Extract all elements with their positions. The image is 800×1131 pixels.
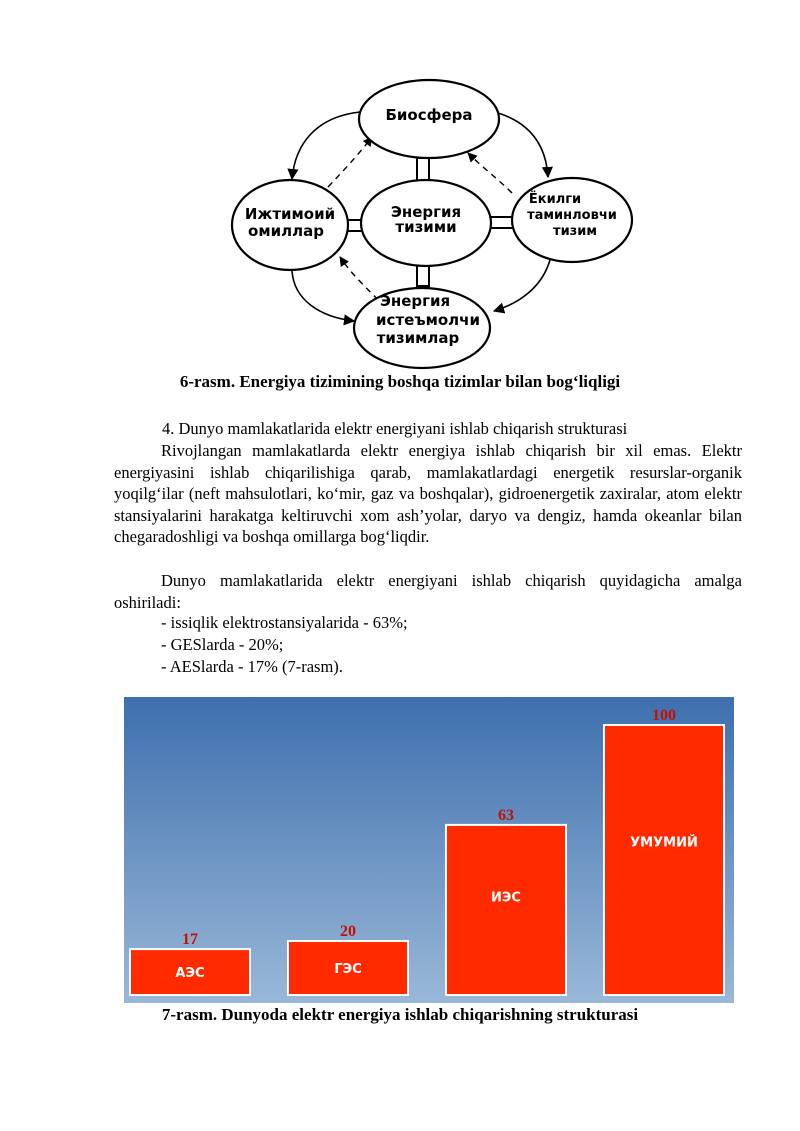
link-right	[490, 217, 514, 228]
energy-label-2: тизими	[395, 218, 457, 236]
arrow-supply-to-consumer	[494, 260, 550, 311]
bar-3	[446, 825, 566, 995]
category-label-4: УМУМИЙ	[630, 835, 698, 851]
paragraph-1: Rivojlangan mamlakatlarda elektr energiya ishlab chiqarish bir xil emas. Elektr energiyasini ishlab chiqarilishiga qarab, mamlakatlardagi energetik resurslar-organik yoqilg‘ilar (neft mahsulotlari, ko‘mir, gaz va boshqalar), gidroenergetik zaxiralar, atom elektr stansiyalarini harakatga keltiruvchi xom ash’yolar, daryo va dengiz, hamda okeanlar bilan chegaradoshligi va boshqa omillarga bog‘liqdir.	[114, 441, 742, 546]
value-label-2: 20	[340, 923, 356, 940]
social-label-1: Ижтимоий	[244, 205, 336, 223]
link-top	[417, 158, 429, 182]
value-label-1: 17	[182, 931, 198, 949]
arrow-social-to-consumer	[292, 271, 354, 321]
supply-label-1: Ёкилги	[528, 192, 582, 207]
energy-label-1: Энергия	[390, 203, 462, 221]
arrow-biosphere-to-supply	[498, 113, 548, 177]
figure7-caption: 7-rasm. Dunyoda elektr energiya ishlab chiqarishning strukturasi	[161, 1005, 639, 1024]
electricity-structure-chart	[124, 697, 734, 1003]
consumer-label-1: Энергия	[379, 292, 451, 310]
energy-system-diagram	[220, 75, 640, 370]
section-heading: 4. Dunyo mamlakatlarida elektr energiyani ishlab chiqarish strukturasi	[162, 419, 628, 438]
dashed-arrow-social-to-biosphere	[328, 137, 372, 187]
category-label-2: ГЭС	[334, 962, 362, 977]
value-label-3: 63	[498, 806, 514, 824]
social-label-2: омиллар	[248, 222, 324, 240]
link-bottom	[417, 264, 429, 286]
dashed-arrow-consumer-to-energy	[340, 257, 378, 300]
biosphere-label: Биосфера	[385, 106, 473, 124]
value-label-4: 100	[652, 707, 676, 724]
dashed-arrow-supply-to-biosphere	[468, 153, 512, 193]
consumer-label-3: тизимлар	[376, 329, 460, 347]
list-item-hydro: - GESlarda - 20%;	[161, 635, 284, 654]
supply-label-3: тизим	[553, 224, 597, 239]
category-label-1: АЭС	[175, 966, 205, 982]
paragraph-2: Dunyo mamlakatlarida elektr energiyani ishlab chiqarish quyidagicha amalga oshiriladi:	[114, 571, 742, 612]
bar-4	[604, 725, 724, 995]
list-item-thermal: - issiqlik elektrostansiyalarida - 63%;	[161, 613, 408, 632]
arrow-biosphere-to-social	[292, 112, 360, 179]
consumer-label-2: истеъмолчи	[376, 311, 480, 329]
category-label-3: ИЭС	[491, 890, 521, 906]
supply-label-2: таминловчи	[527, 208, 617, 223]
list-item-nuclear: - AESlarda - 17% (7-rasm).	[161, 657, 343, 676]
figure6-caption: 6-rasm. Energiya tizimining boshqa tizimlar bilan bog‘liqligi	[179, 372, 621, 391]
